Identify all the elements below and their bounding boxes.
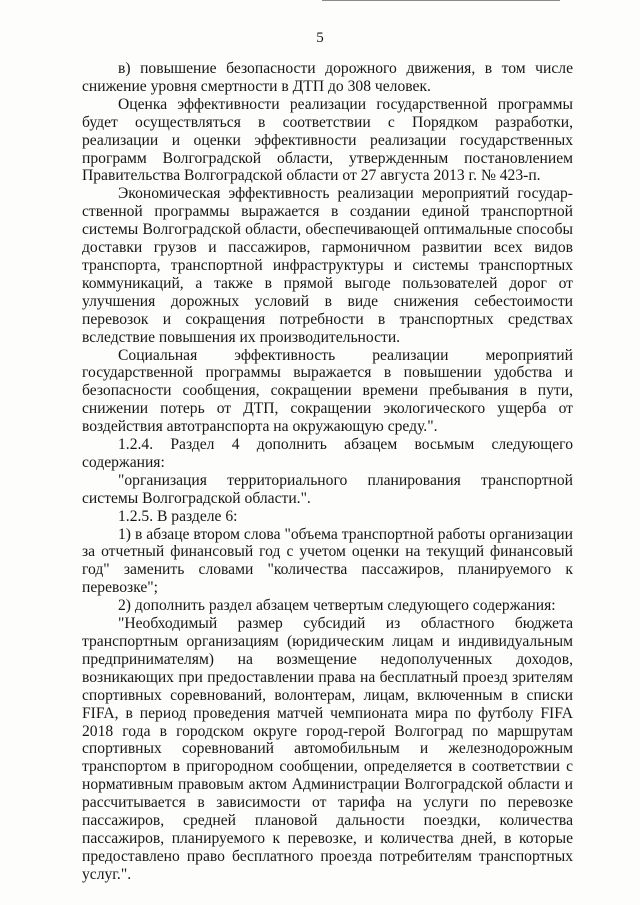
paragraph-10: "Необходимый размер субсидий из областного бюджета транспортным организациям (юридическим лицам и индивидуальным предпринимателям) на возмещение недополученных доходов, возникающих при предоставлении права на бесплатный проезд зрителям спортивных соревнований, волонтерам, лицам, включенным в списки FIFA, в период проведения матчей чемпионата мира по футболу FIFA 2018 года в городском округе город-герой Волгоград по маршрутам спортивных соревнований автомобильным и железнодорожным транспортом в пригородном сообщении, определяется в соответствии с нормативным правовым актом Администрации Волгоградской области и рассчитывается в зависимости от тарифа на услуги по перевозке пассажиров, средней плановой дальности поездки, количества пассажиров, планируемого к перевозке, и количества дней, в которые предоставлено право бесплатного проезда потребителям транспортных услуг.". — [82, 615, 573, 883]
paragraph-9: 2) дополнить раздел абзацем четвертым следующего содержания: — [118, 597, 556, 615]
paragraph-1: в) повышение безопасности дорожного движения, в том числе снижение уровня смертности в ДТП до 308 человек. — [82, 60, 573, 95]
document-body — [82, 60, 573, 884]
paragraph-3: Экономическая эффективность реализации мероприятий государ-ственной программы выражается в создании единой транспортной системы Волгоградской области, обеспечивающей оптимальные способы доставки грузов и пассажиров, гармоничном развитии всех видов транспорта, транспортной инфраструктуры и системы транспортных коммуникаций, а также в прямой выгоде пользователей дорог от улучшения дорожных условий в виде снижения себестоимости перевозок и сокращения потребности в транспортных средствах вследствие повышения их производительности. — [82, 185, 573, 346]
paragraph-4: Социальная эффективность реализации мероприятий государственной программы выражается в повышении удобства и безопасности сообщения, сокращении времени пребывания в пути, снижении потерь от ДТП, сокращении экологического ущерба от воздействия автотранспорта на окружающую среду.". — [82, 346, 573, 436]
top-rule — [322, 0, 560, 1]
page-number: 5 — [316, 30, 324, 46]
paragraph-6: "организация территориального планирования транспортной системы Волгоградской области.". — [82, 471, 573, 507]
paragraph-5: 1.2.4. Раздел 4 дополнить абзацем восьмым следующего содержания: — [82, 436, 573, 471]
paragraph-2: Оценка эффективности реализации государственной программы будет осуществляться в соответствии с Порядком разработки, реализации и оценки эффективности реализации государственных программ Волгоградской области, утвержденным постановлением Правительства Волгоградской области от 27 августа 2013 г. № 423-п. — [82, 95, 573, 185]
paragraph-7: 1.2.5. В разделе 6: — [118, 507, 238, 525]
paragraph-8: 1) в абзаце втором слова "объема транспортной работы организации за отчетный финансовый год с учетом оценки на текущий финансовый год" заменить словами "количества пассажиров, планируемого к перевозке"; — [82, 525, 573, 597]
